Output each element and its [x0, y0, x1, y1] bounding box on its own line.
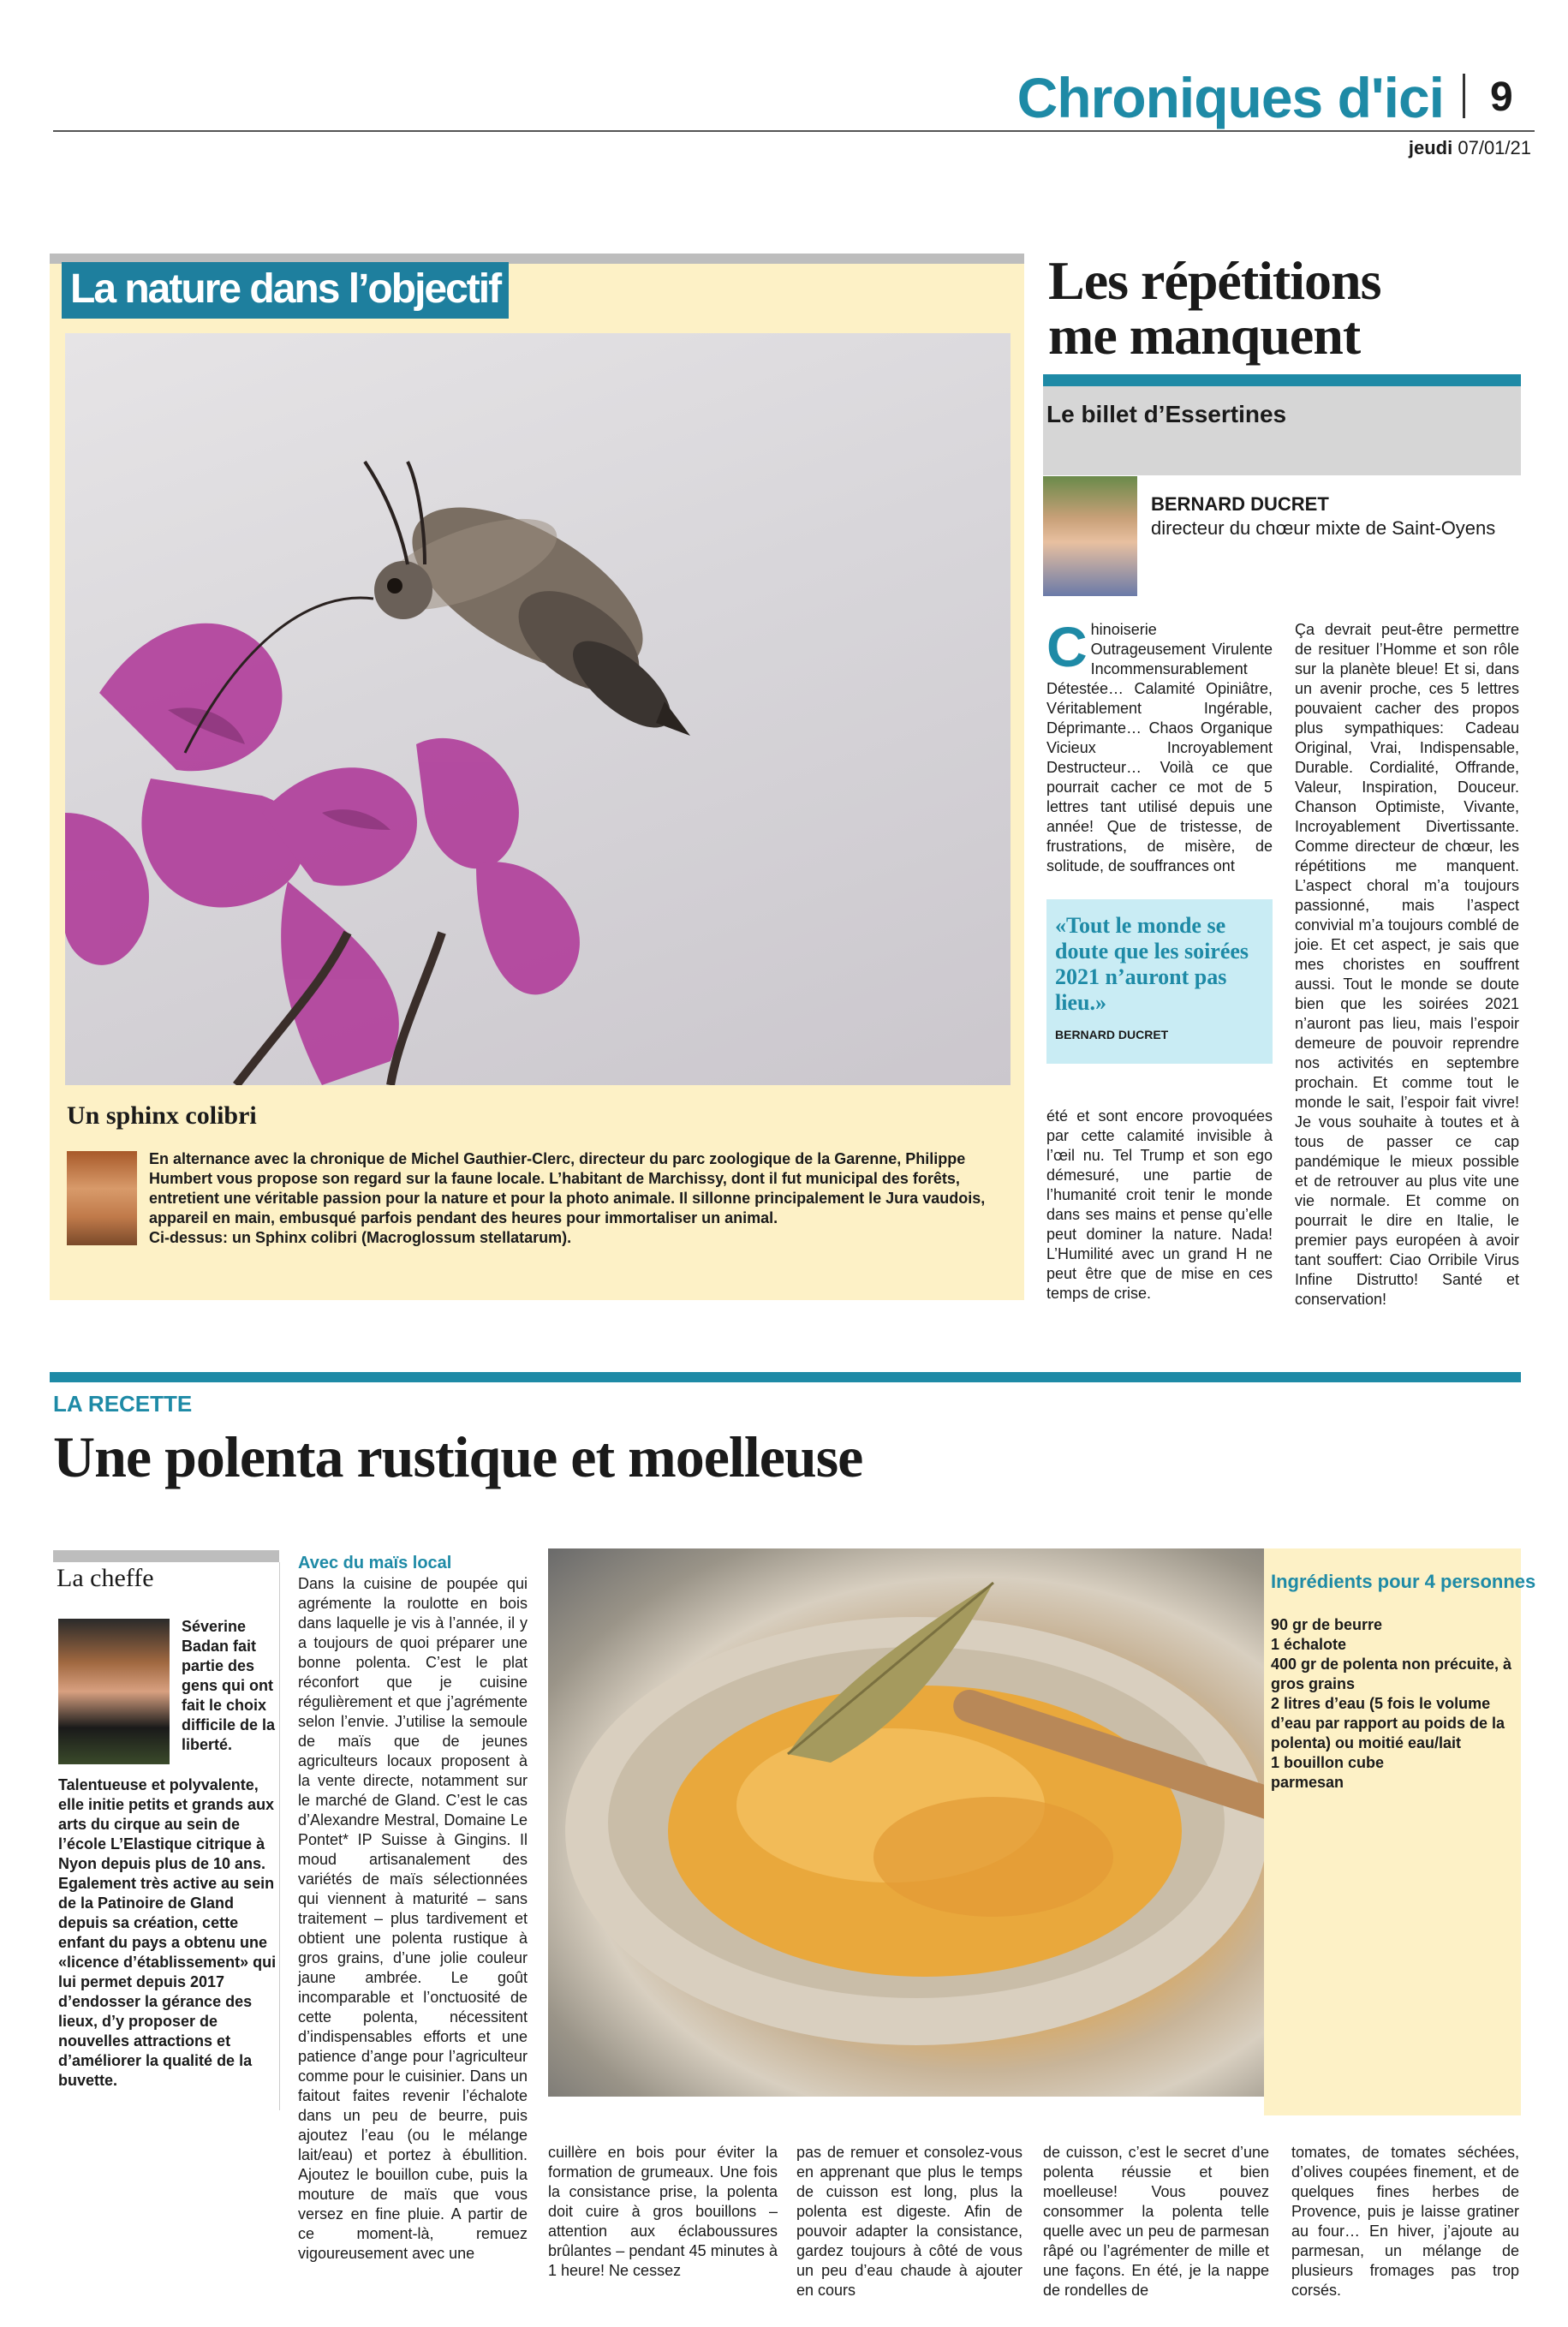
section-title: Chroniques d'ici: [1017, 66, 1444, 129]
ingredient-item: 90 gr de beurre: [1271, 1616, 1383, 1633]
nature-intro-text: En alternance avec la chronique de Michel Gauthier-Clerc, directeur du parc zoologique de la Garenne, Philippe Humbert vous propose son regard sur la faune locale. L’habitant de Marchissy, dont il fut municipal des forêts, entretient une véritable passion pour la nature et pour la photo animale. Il sillonne principalement le Jura vaudois, appareil en main, embusqué parfois pendant des heures pour immortaliser un animal.: [149, 1150, 986, 1226]
ingredient-item: 1 bouillon cube: [1271, 1754, 1385, 1771]
billet-rule: [1043, 374, 1521, 386]
sphinx-photo: [65, 333, 1011, 1085]
author-name: BERNARD DUCRET: [1151, 493, 1329, 515]
header-divider: [1463, 74, 1465, 118]
header-rule: [53, 130, 1535, 132]
ingredient-item: 2 litres d’eau (5 fois le volume d’eau par rapport au poids de la polenta) ou moitié eau/lait: [1271, 1695, 1505, 1751]
column-divider: [279, 1562, 280, 2110]
billet-title-line1: Les répétitions: [1048, 250, 1381, 311]
cheffe-label: La cheffe: [57, 1564, 154, 1592]
recipe-col1-heading: Avec du maïs local: [298, 1554, 452, 1572]
recipe-kicker: LA RECETTE: [53, 1391, 193, 1417]
polenta-illustration: [548, 1548, 1326, 2097]
ingredient-item: 1 échalote: [1271, 1636, 1347, 1653]
nature-intro: [149, 1149, 997, 1248]
ingredients-list: [1271, 1615, 1514, 1793]
ingredient-item: 400 gr de polenta non précuite, à gros grains: [1271, 1656, 1512, 1692]
billet-subtitle: Le billet d’Essertines: [1046, 401, 1287, 427]
billet-column-2: Ça devrait peut-être permettre de resituer l’Homme et son rôle sur la planète bleue! Et si, dans un avenir proche, ces 5 lettres pouvaient cacher des propos plus sympathiques: Cadeau Original, Vrai, Indispensable, Durable. Cordialité, Offrande, Valeur, Inspiration, Douceur. Chanson Optimiste, Vivante, Incroyablement Divertissante. Comme directeur de chœur, les répétitions me manquent. L’aspect choral m’a toujours passionné, mais l’aspect convivial m’a toujours comblé de joie. Et cet aspect, je sais que mes choristes en souffrent aussi. Tout le monde se doute bien que les soirées 2021 n’auront pas lieu, mais l’espoir demeure de pouvoir reprendre nos activités en septembre prochain. Et comme tout le monde le sait, l’espoir fait vivre! Je vous souhaite à toutes et à tous de passer ce cap pandémique le mieux possible et de retrouver au plus vite une vie normale. Et comme on pourrait le dire en Italie, le premier pays européen à avoir tant souffert: Ciao Orribile Virus Infine Distrutto! Santé et conservation!: [1295, 621, 1519, 1308]
polenta-photo: [548, 1548, 1326, 2097]
billet-col1a-text: hinoiserie Outrageusement Virulente Incommensurablement Détestée… Calamité Opiniâtre, Véritablement Ingérable, Déprimante… Chaos Organique Vicieux Incroyablement Destructeur… Voilà ce que pourrait cacher ce mot de 5 lettres tant utilisé depuis une année! Que de tristesse, de frustrations, de misère, de solitude, de souffrances ont: [1046, 621, 1273, 874]
recipe-column-4: de cuisson, c’est le secret d’une polenta réussie et bien moelleuse! Vous pouvez consommer la polenta telle quelle avec un peu de parmesan râpé ou l’agrémenter de mille et une façons. En été, je la nappe de rondelles de: [1043, 2144, 1269, 2299]
recipe-rule: [50, 1372, 1521, 1382]
author-portrait: [1043, 476, 1137, 596]
issue-date: [1409, 137, 1531, 159]
date-day: jeudi: [1408, 137, 1453, 158]
drop-cap: C: [1046, 615, 1088, 678]
recipe-column-3: pas de remuer et consolez-vous en apprenant que plus le temps de cuisson est long, plus la polenta est digeste. Afin de pouvoir adapter la consistance, gardez toujours à côté de vous un peu d’eau chaude à ajouter en cours: [796, 2144, 1022, 2299]
recipe-title: Une polenta rustique et moelleuse: [53, 1424, 863, 1489]
photo-credit: Ci-dessus: un Sphinx colibri (Macroglossum stellatarum).: [149, 1229, 572, 1246]
billet-title: [1048, 250, 1381, 366]
moth-flower-illustration: [65, 333, 1011, 1085]
author-role: directeur du chœur mixte de Saint-Oyens: [1151, 517, 1496, 539]
page-number: 9: [1490, 75, 1513, 120]
recipe-column-5: tomates, de tomates séchées, d’olives coupées finement, et de quelques fines herbes de Provence, puis je laisse gratiner au four… En hiver, j’ajoute au parmesan, un mélange de plusieurs fromages pas trop corsés.: [1291, 2144, 1519, 2299]
billet-title-line2: me manquent: [1048, 305, 1361, 366]
pull-quote-author: BERNARD DUCRET: [1055, 1028, 1169, 1041]
ingredients-heading: Ingrédients pour 4 personnes: [1271, 1571, 1536, 1592]
recipe-column-1: Dans la cuisine de poupée qui agrémente la roulotte en bois dans laquelle je vis à l’année, il y a toujours de quoi préparer une bonne polenta. C’est le plat réconfort que je cuisine régulièrement et que j’agrémente selon l’envie. J’utilise la semoule de maïs que de jeunes agriculteurs locaux proposent à la vente directe, notamment sur le marché de Gland. C’est le cas d’Alexandre Mestral, Domaine Le Pontet* IP Suisse à Gingins. Il moud artisanalement des variétés de maïs sélectionnées qui viennent à maturité – sans traitement – plus tardivement et obtient une polenta rustique à gros grains, d’une jolie couleur jaune ambrée. Le goût incomparable et l’onctuosité de cette polenta, nécessitent d’indispensables efforts et une patience d’ange pour l’agriculteur comme pour le cuisinier. Dans un faitout faites revenir l’échalote dans un peu de beurre, puis ajoutez l’eau (ou le mélange lait/eau) et portez à ébullition. Ajoutez le bouillon cube, puis la mouture de maïs que vous versez en fine pluie. A partir de ce moment-là, remuez vigoureusement avec une: [298, 1575, 528, 2262]
billet-column-1b: été et sont encore provoquées par cette calamité invisible à l’œil nu. Tel Trump et son ego démesuré, une partie de l’humanité croit tenir le monde dans ses mains et pense qu’elle peut dominer la nature. Nada! L’Humilité avec un grand H ne peut être que de mise en ces temps de crise.: [1046, 1107, 1273, 1302]
billet-column-1a: [1046, 615, 1273, 876]
ingredient-item: parmesan: [1271, 1774, 1344, 1791]
nature-heading: La nature dans l’objectif: [62, 262, 509, 319]
photo-caption-title: Un sphinx colibri: [67, 1101, 257, 1130]
date-value: 07/01/21: [1458, 137, 1531, 158]
cheffe-bio: Talentueuse et polyvalente, elle initie petits et grands aux arts du cirque au sein de l’école L’Elastique citrique à Nyon depuis plus de 10 ans. Egalement très active au sein de la Patinoire de Gland depuis sa création, cette enfant du pays a obtenu une «licence d’établissement» qui lui permet depuis 2017 d’endosser la gérance des lieux, d’y proposer de nouvelles attractions et d’améliorer la qualité de la buvette.: [58, 1776, 277, 2089]
cheffe-portrait: [58, 1619, 170, 1764]
cheffe-rule: [53, 1550, 279, 1562]
recipe-column-2: cuillère en bois pour éviter la formation de grumeaux. Une fois la consistance prise, la polenta doit cuire à gros bouillons – attention aux éclaboussures brûlantes – pendant 45 minutes à 1 heure! Ne cessez: [548, 2144, 778, 2279]
pull-quote: «Tout le monde se doute que les soirées 2021 n’auront pas lieu.»: [1055, 913, 1249, 1015]
billet-subtitle-band: [1043, 386, 1521, 475]
photographer-portrait: [67, 1151, 137, 1245]
cheffe-bio-short: Séverine Badan fait partie des gens qui ont fait le choix difficile de la liberté.: [182, 1618, 276, 1753]
